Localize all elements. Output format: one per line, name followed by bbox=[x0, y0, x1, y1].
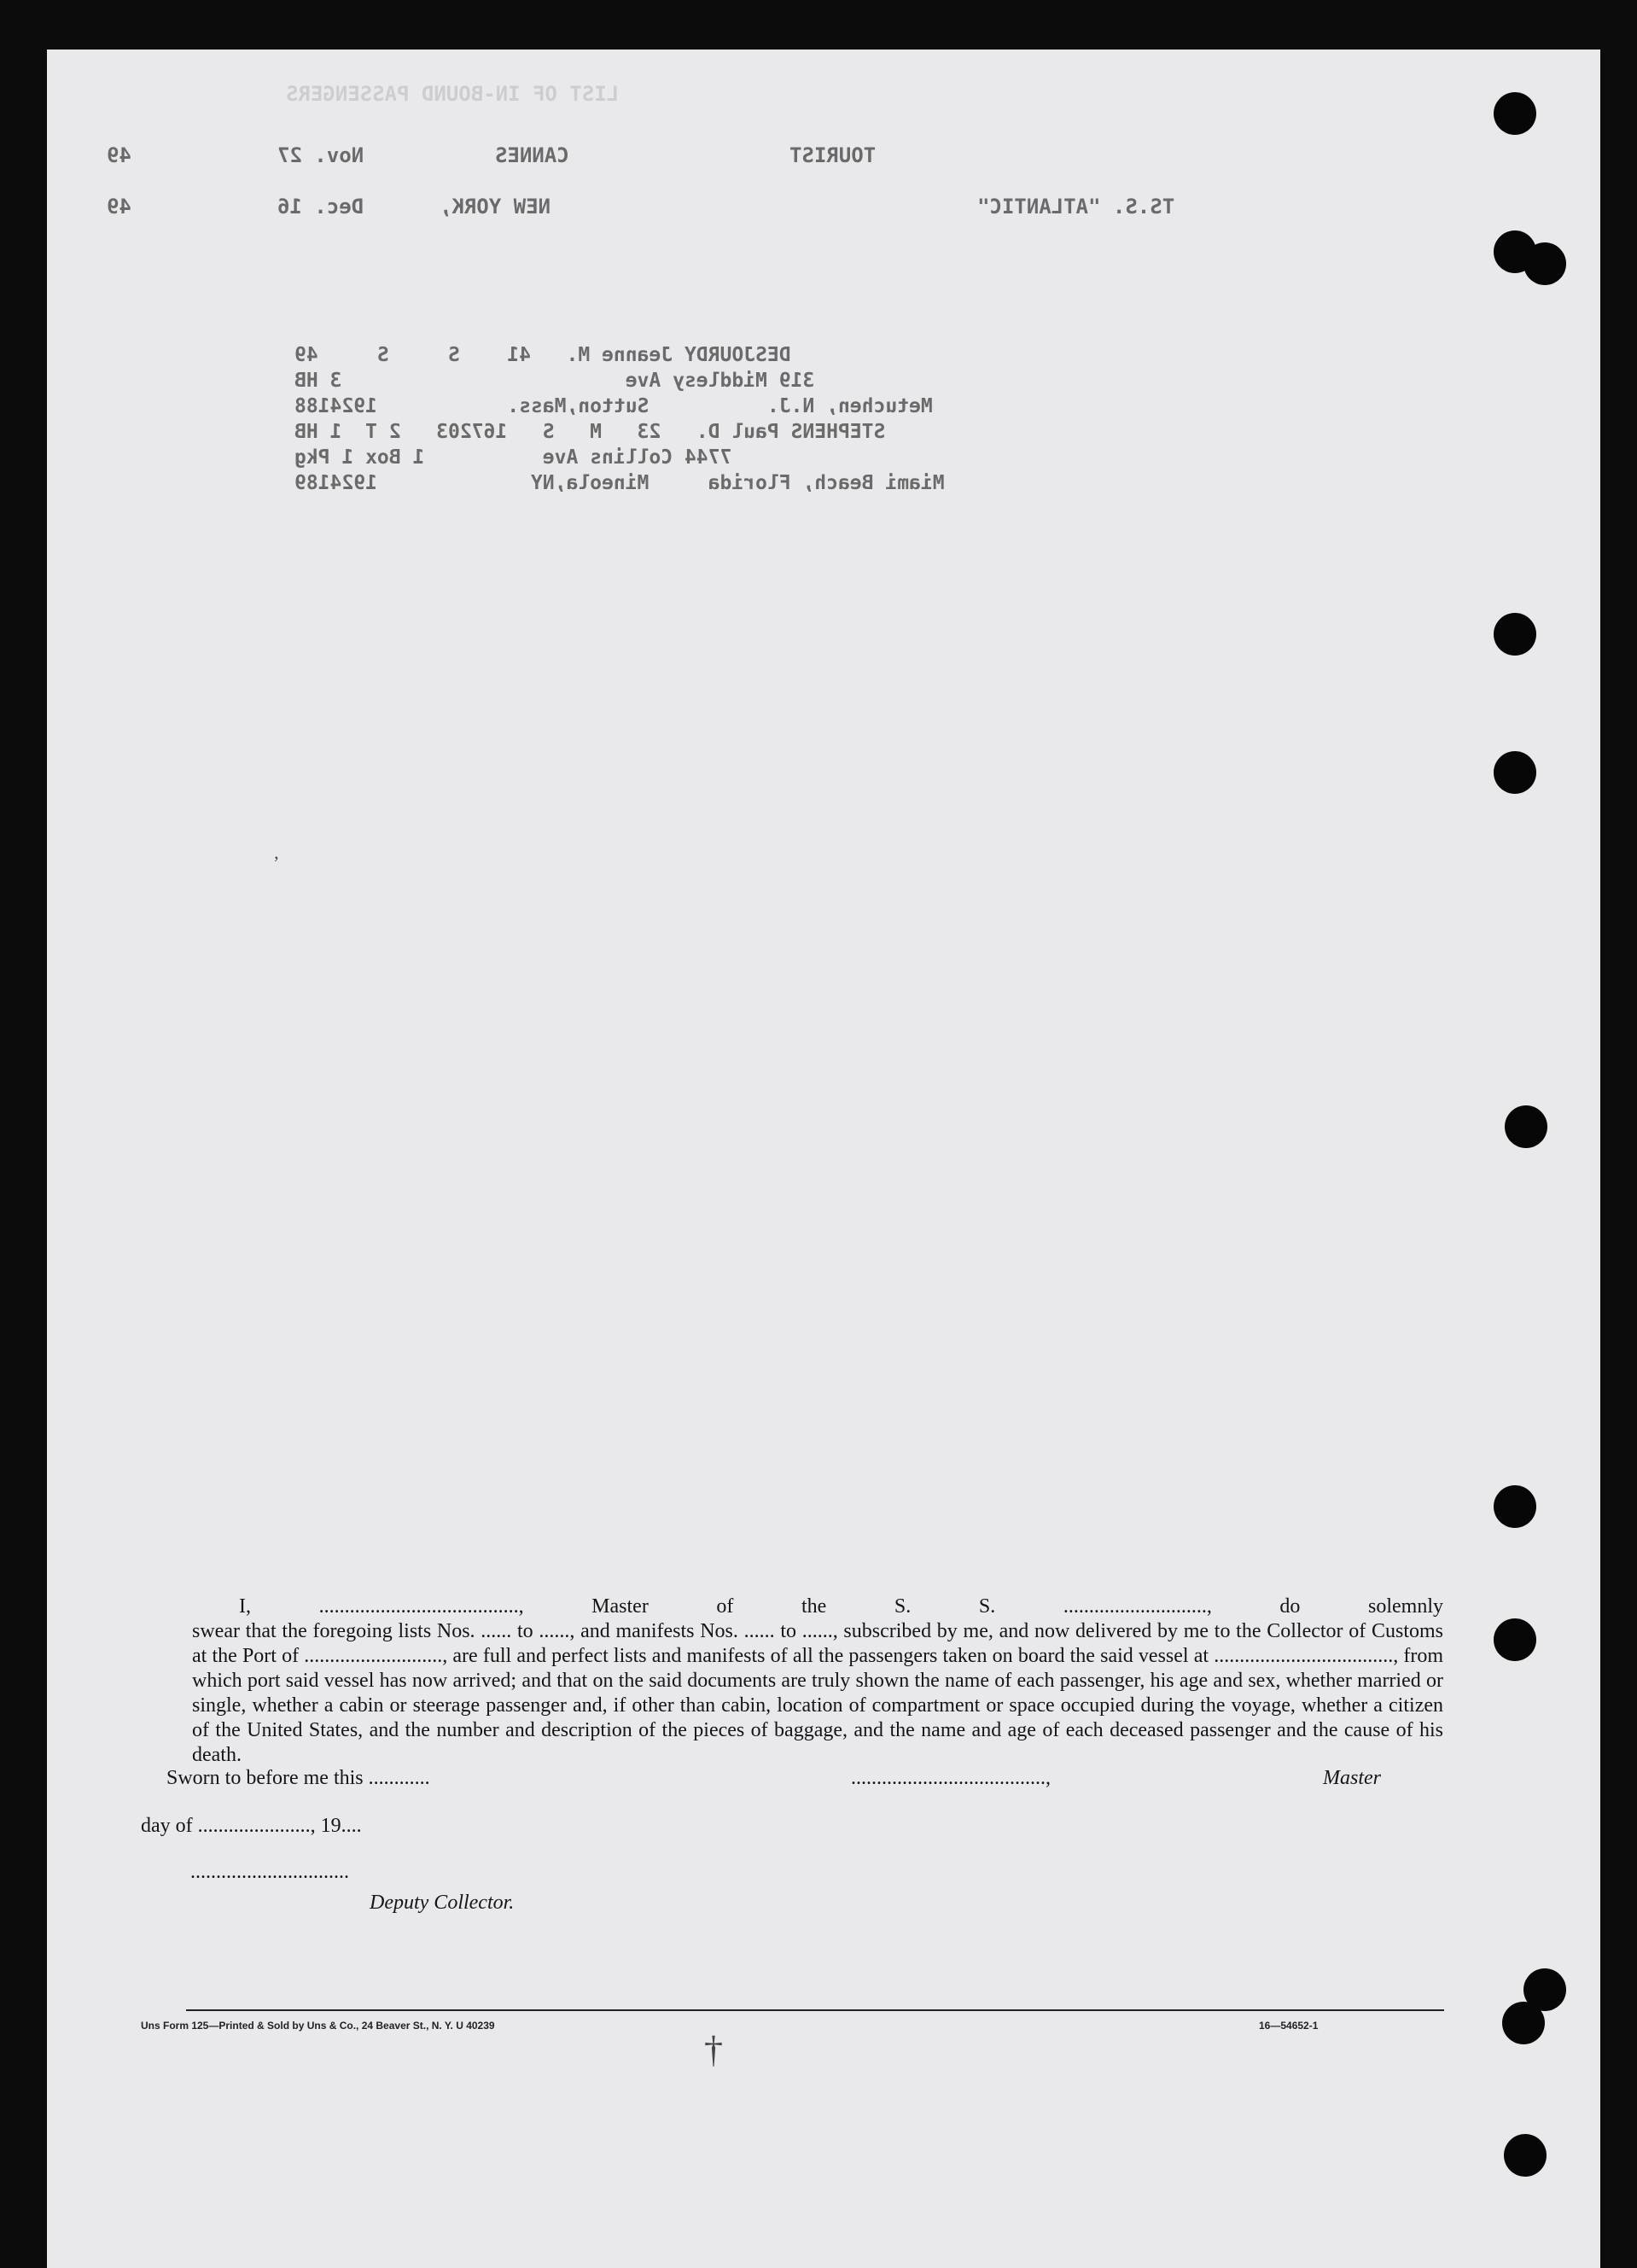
stray-mark: † bbox=[704, 2029, 723, 2071]
bleed-year-1: 49 bbox=[107, 143, 131, 167]
deputy-signature-line: ............................... bbox=[190, 1861, 349, 1883]
oath-paragraph bbox=[192, 1595, 1443, 1768]
bleed-passenger-line: 7744 Collins Ave 1 Box 1 Pkg bbox=[294, 446, 732, 469]
oath-body: swear that the foregoing lists Nos. ...... to ......, and manifests Nos. ...... to ......, subscribed by me, and now delivered by me to the Collector of Customs at the Port of ..........................., are full and perfect lists and manifests of all the passengers taken on board the said vessel at ..................................., from which port said vessel has now arrived; and that on the said documents are truly shown the name of each passenger, his age and sex, whether married or single, whether a cabin or steerage passenger and, if other than cabin, location of compartment or space occupied during the voyage, whether a citizen of the United States, and the number and description of the pieces of baggage, and the name and age of each deceased passenger and the cause of his death. bbox=[192, 1620, 1443, 1766]
binder-hole bbox=[1523, 242, 1566, 285]
bleed-passenger-line: Miami Beach, Florida Mineola,NY 1924189 bbox=[294, 472, 945, 494]
day-line: day of ......................, 19.... bbox=[141, 1815, 362, 1837]
binder-hole bbox=[1494, 1618, 1536, 1661]
binder-hole bbox=[1504, 2134, 1547, 2177]
printer-imprint: Uns Form 125—Printed & Sold by Uns & Co., 24 Beaver St., N. Y. U 40239 bbox=[141, 2020, 495, 2032]
bleed-port-2: NEW YORK, bbox=[440, 195, 551, 219]
bleed-ship: TS.S. "ATLANTIC" bbox=[977, 195, 1175, 219]
binder-hole bbox=[1494, 613, 1536, 656]
bleed-date-1: Nov. 27 bbox=[277, 143, 364, 167]
bleed-class: TOURIST bbox=[789, 143, 877, 167]
bleed-passenger-line: STEPHENS Paul D. 23 M S 167203 2 T 1 HB bbox=[294, 421, 886, 443]
bleed-year-2: 49 bbox=[107, 195, 131, 219]
deputy-collector-label: Deputy Collector. bbox=[370, 1892, 515, 1914]
binder-hole bbox=[1502, 2002, 1545, 2044]
stray-mark: ’ bbox=[273, 852, 280, 873]
bleed-passenger-line: Metuchen, N.J. Sutton,Mass. 1924188 bbox=[294, 395, 933, 417]
form-number: 16—54652-1 bbox=[1259, 2020, 1319, 2032]
bleed-date-2: Dec. 16 bbox=[277, 195, 364, 219]
binder-hole bbox=[1505, 1105, 1547, 1148]
binder-hole bbox=[1494, 1485, 1536, 1528]
document-sheet bbox=[47, 50, 1600, 2268]
sworn-line: Sworn to before me this ............ bbox=[166, 1767, 430, 1789]
bleed-heading: LIST OF IN-BOUND PASSENGERS bbox=[286, 82, 620, 106]
footer-rule bbox=[186, 2009, 1444, 2011]
bleed-port-1: CANNES bbox=[495, 143, 569, 167]
binder-hole bbox=[1494, 751, 1536, 794]
bleed-passenger-line: DESJOURDY Jeanne M. 41 S S 49 bbox=[294, 344, 791, 366]
binder-hole bbox=[1494, 92, 1536, 135]
oath-line-1: I, ......................................., Master of the S. S. ............................, do solemnly bbox=[239, 1595, 1443, 1618]
master-label: Master bbox=[1323, 1767, 1381, 1789]
bleed-passenger-line: 319 Middlesy Ave 3 HB bbox=[294, 370, 815, 392]
master-signature-line: ......................................, bbox=[851, 1767, 1051, 1789]
